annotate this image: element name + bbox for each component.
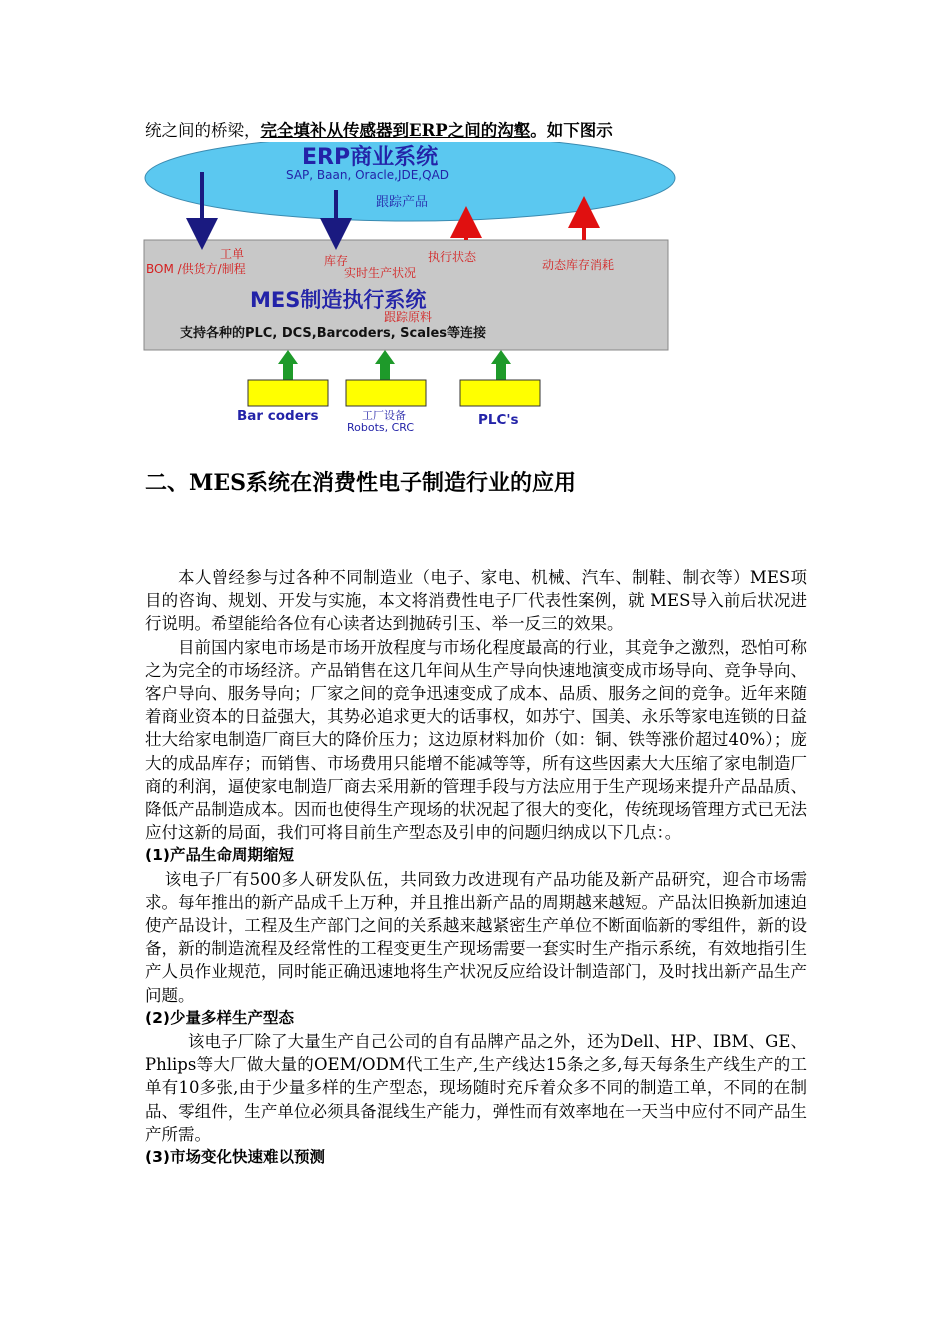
body-text	[145, 566, 807, 1169]
device-name-2: 工厂设备	[362, 409, 406, 422]
paragraph-4-d: 生产线达	[478, 1055, 546, 1075]
device-sub-2: Robots, CRC	[347, 421, 415, 434]
device-box-3	[460, 380, 540, 406]
device-box-2	[346, 380, 426, 406]
label-realtime: 实时生产状况	[344, 266, 417, 280]
intro-bold-link: 完全填补从传感器到ERP之间的沟壑	[260, 121, 531, 140]
track-material-label: 跟踪原料	[384, 310, 433, 324]
paragraph-4-c: OEM/ODM代工生产,	[314, 1055, 479, 1075]
subheading-1: (1)产品生命周期缩短	[145, 846, 294, 865]
erp-title: ERP商业系统	[302, 145, 439, 170]
paragraph-2: 目前国内家电市场是市场开放程度与市场化程度最高的行业，其竞争之激烈，恐怕可称之为完全的市场经济。产品销售在这几年间从生产导向快速地演变成市场导向、竞争导向、客户导向、服务导向；厂家之间的竞争迅速变成了成本、品质、服务之间的竞争。近年来随着商业资本的日益强大，其势必追求更大的话事权，如苏宁、国美、永乐等家电连锁的日益壮大给家电制造厂商巨大的降价压力；这边原材料加价（如：铜、铁等涨价超过40%）；庞大的成品库存；而销售、市场费用只能增不能减等等，所有这些因素大大压缩了家电制造厂商的利润，逼使家电制造厂商去采用新的管理手段与方法应用于生产现场来提升产品品质、降低产品制造成本。因而也使得生产现场的状况起了很大的变化，传统现场管理方式已无法应付这新的局面，我们可将目前生产型态及引申的问题归纳成以下几点：。	[145, 637, 807, 843]
track-product-label: 跟踪产品	[376, 195, 429, 210]
section-heading: 二、MES系统在消费性电子制造行业的应用	[145, 470, 577, 496]
paragraph-4-g: 10多张,	[178, 1078, 239, 1098]
intro-lead: 统之间的桥梁，	[145, 121, 261, 140]
subheading-3: (3)市场变化快速难以预测	[145, 1148, 325, 1167]
mes-title: MES制造执行系统	[250, 288, 427, 312]
erp-mes-diagram	[140, 142, 680, 442]
paragraph-1: 本人曾经参与过各种不同制造业（电子、家电、机械、汽车、制鞋、制衣等）MES项目的咨询、规划、开发与实施，本文将消费性电子厂代表性案例，就 MES导入前后状况进行说明。希望能给各位有心读者达到抛砖引玉、举一反三的效果。	[145, 568, 807, 634]
device-name-1: Bar coders	[237, 408, 319, 424]
label-dynamic-inventory: 动态库存消耗	[542, 258, 615, 272]
subheading-2: (2)少量多样生产型态	[145, 1008, 294, 1027]
paragraph-4-e: 15条之多,	[545, 1055, 623, 1075]
intro-line	[145, 117, 805, 141]
label-kucun: 库存	[324, 254, 349, 268]
erp-subtitle: SAP, Baan, Oracle,JDE,QAD	[286, 168, 450, 182]
paragraph-4-b: 等大厂做大量的	[196, 1055, 315, 1075]
paragraph-4-a: 该电子厂除了大量生产自己公司的自有品牌产品之外，还为Dell、HP、IBM、GE、Phlips	[145, 1032, 807, 1075]
paragraph-3: 该电子厂有500多人研发队伍，共同致力改进现有产品功能及新产品研究，迎合市场需求。每年推出的新产品成千上万种，并且推出新产品的周期越来越短。产品汰旧换新加速迫使产品设计，工程及生产部门之间的关系越来越紧密生产单位不断面临新的零组件，新的设备，新的制造流程及经常性的工程变更生产现场需要一套实时生产指示系统，有效地指引生产人员作业规范，同时能正确迅速地将生产状况反应给设计制造部门，及时找出新产品生产问题。	[145, 869, 807, 1005]
paragraph-4	[145, 1030, 807, 1146]
support-label: 支持各种的PLC, DCS,Barcoders, Scales等连接	[180, 326, 487, 341]
device-name-3: PLC's	[478, 412, 519, 428]
paragraph-4-f: 每天每条生产线生产的工单有	[145, 1055, 808, 1098]
paragraph-4-h: 由于少量多样的生产型态，现场随时充斥着众多不同的制造工单，不同的在制品、零组件，生产单位必须具备混线生产能力，弹性而有效率地在一天当中应付不同产品生产所需。	[145, 1078, 808, 1144]
label-bom: BOM /供货方/制程	[146, 262, 246, 276]
label-exec-state: 执行状态	[428, 250, 477, 264]
label-gongdan: 工单	[220, 247, 245, 261]
device-box-1	[248, 380, 328, 406]
intro-tail: 。如下图示	[530, 121, 613, 140]
